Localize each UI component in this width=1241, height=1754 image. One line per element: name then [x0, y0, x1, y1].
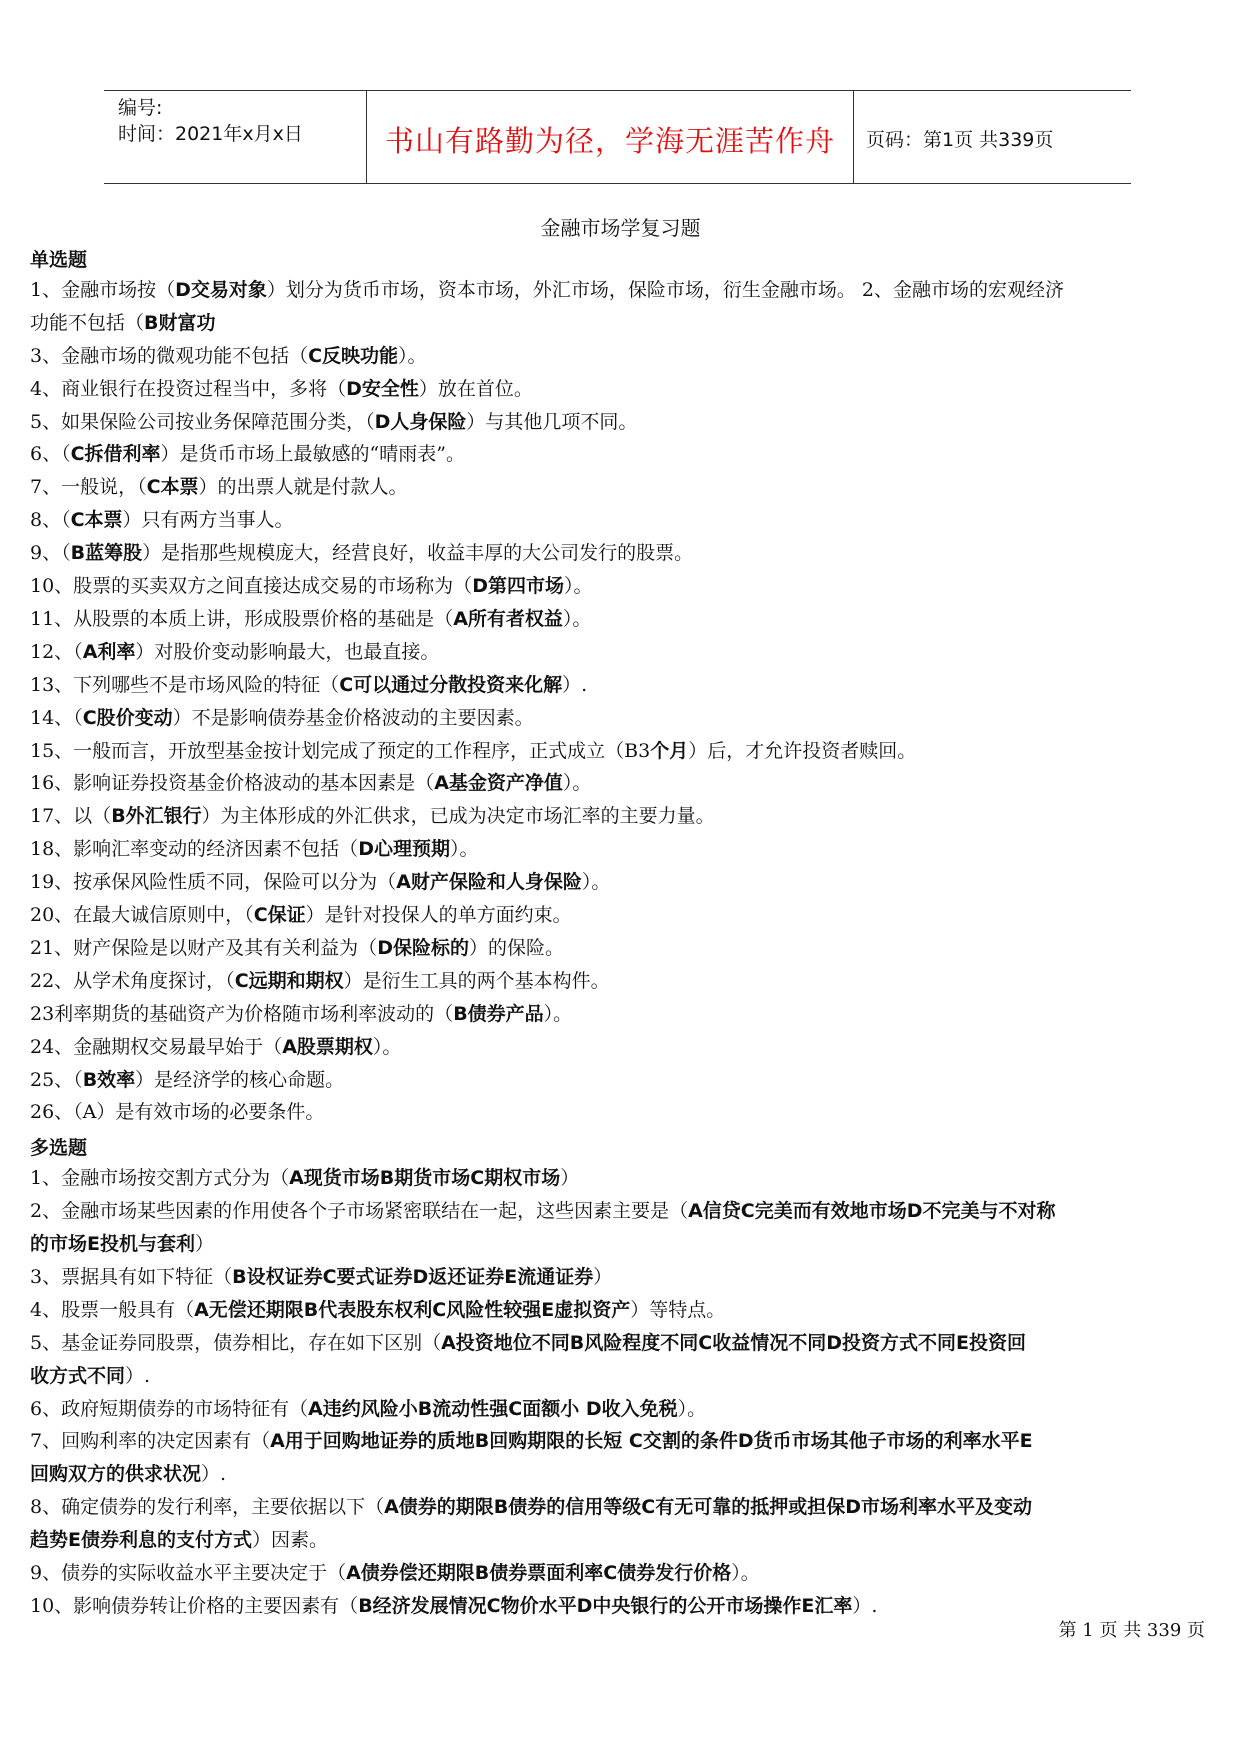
answer-text: D人身保险	[374, 410, 467, 433]
question-text-tail: ）。	[449, 838, 479, 861]
question-text: 4、股票一般具有（	[30, 1298, 195, 1321]
question-line	[30, 438, 1212, 471]
question-text-tail: ）	[560, 1167, 580, 1190]
motto: 书山有路勤为径，学海无涯苦作舟	[384, 124, 835, 158]
question-text-tail: ）划分为货币市场，资本市场，外汇市场，保险市场，衍生金融市场。 2、金融市场的宏观经济	[266, 278, 1065, 301]
answer-text: A投资地位不同B风险程度不同C收益情况不同D投资方式不同E投资回	[441, 1331, 1026, 1354]
question-line	[30, 669, 1212, 702]
question-line	[30, 1458, 1212, 1491]
question-text: 11、从股票的本质上讲，形成股票价格的基础是（	[30, 607, 454, 630]
question-text: 24、金融期权交易最早始于（	[30, 1035, 283, 1058]
answer-text: D心理预期	[358, 838, 450, 861]
answer-text: D第四市场	[472, 575, 564, 597]
question-text-tail: ）。	[731, 1562, 760, 1584]
question-text: 16、影响证券投资基金价格波动的基本因素是（	[30, 772, 435, 795]
question-text: 5、基金证券同股票，债券相比，存在如下区别（	[30, 1331, 442, 1354]
question-line	[30, 1228, 1212, 1261]
question-text: 6、（	[30, 443, 71, 466]
question-text: 9、（	[30, 542, 71, 565]
question-line	[30, 1524, 1212, 1557]
question-text: 7、回购利率的决定因素有（	[30, 1430, 271, 1453]
question-text: 26、（A）是有效市场的必要条件。	[30, 1101, 325, 1124]
answer-text: B效率	[82, 1068, 136, 1091]
question-text-tail: ）只有两方当事人。	[122, 509, 294, 532]
question-text: 7、一般说，（	[30, 476, 147, 499]
question-text: 1、金融市场按（	[30, 278, 176, 301]
question-line	[30, 1195, 1212, 1228]
question-line	[30, 998, 1212, 1031]
question-text: 功能不包括（	[30, 311, 145, 334]
answer-text: C反映功能	[308, 344, 399, 367]
answer-text: B蓝筹股	[70, 542, 143, 565]
question-text-tail: ）。	[543, 1002, 573, 1025]
section-heading: 单选题	[30, 249, 88, 271]
answer-text: C可以通过分散投资来化解	[339, 673, 563, 696]
question-text-tail: ）.	[125, 1364, 151, 1387]
question-text: 17、以（	[30, 805, 112, 828]
header-table	[104, 90, 1131, 184]
question-text-tail: ）是经济学的核心命题。	[135, 1068, 345, 1091]
question-text-tail: ）.	[201, 1463, 227, 1486]
answer-text: A债券偿还期限B债券票面利率C债券发行价格	[346, 1562, 732, 1584]
answer-text: 个月	[650, 739, 689, 762]
question-line	[30, 504, 1212, 537]
question-text-tail: ）放在首位。	[418, 377, 533, 400]
header-meta-cell	[104, 91, 367, 183]
question-line	[30, 406, 1212, 439]
question-text: 23利率期货的基础资产为价格随市场利率波动的（	[30, 1002, 454, 1025]
question-text-tail: ）是指那些规模庞大，经营良好，收益丰厚的大公司发行的股票。	[142, 542, 694, 565]
question-line	[30, 1425, 1212, 1458]
document-number-label: 编号:	[118, 97, 163, 119]
answer-text: D安全性	[346, 377, 419, 400]
question-line	[30, 603, 1212, 636]
page-footer: 第 1 页 共 339 页	[1058, 1620, 1205, 1641]
question-text: 8、确定债券的发行利率，主要依据以下（	[30, 1496, 385, 1519]
question-text: 14、（	[30, 706, 83, 729]
question-text-tail: ）后，才允许投资者赎回。	[688, 739, 917, 762]
question-line	[30, 537, 1212, 570]
question-line	[30, 1590, 1212, 1623]
question-line	[30, 767, 1212, 800]
question-line	[30, 307, 1212, 340]
answer-text: A债券的期限B债券的信用等级C有无可靠的抵押或担保D市场利率水平及变动	[384, 1496, 1032, 1519]
answer-text: B财富功	[144, 311, 216, 334]
question-line	[30, 1261, 1212, 1294]
question-text-tail: ）是衍生工具的两个基本构件。	[343, 969, 610, 992]
answer-text: C本票	[70, 509, 123, 532]
answer-text: A现货市场B期货市场C期权市场	[289, 1167, 561, 1190]
question-text-tail: ）。	[677, 1397, 707, 1420]
question-line	[30, 866, 1212, 899]
question-line	[30, 570, 1212, 603]
answer-text: D保险标的	[377, 936, 469, 959]
answer-text: A用于回购地证券的质地B回购期限的长短 C交割的条件D货币市场其他子市场的利率水平E	[270, 1430, 1033, 1453]
question-text: 3、金融市场的微观功能不包括（	[30, 344, 309, 367]
question-text: 22、从学术角度探讨，（	[30, 969, 235, 992]
section-heading: 多选题	[30, 1137, 88, 1160]
question-text-tail: ）.	[852, 1594, 878, 1617]
question-text-tail: ）	[593, 1265, 613, 1288]
question-line	[30, 833, 1212, 866]
answer-text: 的市场E投机与套利	[30, 1233, 195, 1255]
question-line	[30, 932, 1212, 965]
question-text: 15、一般而言，开放型基金按计划完成了预定的工作程序，正式成立（B3	[30, 739, 651, 762]
question-line	[30, 373, 1212, 406]
question-line	[30, 1327, 1212, 1360]
answer-text: 趋势E债券利息的支付方式	[30, 1529, 252, 1552]
question-text: 9、债券的实际收益水平主要决定于（	[30, 1562, 347, 1584]
question-text-tail: ）对股价变动影响最大，也最直接。	[135, 640, 440, 663]
question-line	[30, 702, 1212, 735]
answer-text: A股票期权	[282, 1035, 373, 1058]
question-text-tail: ）.	[562, 673, 588, 696]
question-text-tail: ）的出票人就是付款人。	[198, 476, 408, 499]
answer-text: 收方式不同	[30, 1364, 126, 1387]
document-time-label: 时间：2021年x月x日	[118, 123, 303, 145]
question-line	[30, 1096, 1212, 1129]
question-text-tail: ）与其他几项不同。	[466, 410, 638, 433]
answer-text: B外汇银行	[111, 805, 202, 828]
answer-text: B设权证券C要式证券D返还证券E流通证券	[232, 1265, 594, 1288]
question-text: 2、金融市场某些因素的作用使各个子市场紧密联结在一起，这些因素主要是（	[30, 1200, 689, 1223]
question-text: 1、金融市场按交割方式分为（	[30, 1167, 290, 1190]
question-line	[30, 800, 1212, 833]
question-text-tail: ）。	[562, 772, 592, 795]
answer-text: D交易对象	[175, 278, 267, 301]
answer-text: C本票	[146, 476, 199, 499]
question-text: 18、影响汇率变动的经济因素不包括（	[30, 838, 359, 861]
question-text-tail: ）。	[372, 1035, 402, 1058]
header-page-info: 页码：第1页 共339页	[866, 129, 1054, 151]
header-page-cell	[854, 91, 1131, 183]
document-title: 金融市场学复习题	[540, 216, 701, 240]
question-line	[30, 636, 1212, 669]
question-text: 8、（	[30, 509, 71, 532]
question-text: 19、按承保风险性质不同，保险可以分为（	[30, 871, 397, 894]
question-line	[30, 1162, 1212, 1195]
answer-text: C股价变动	[82, 706, 173, 729]
answer-text: C保证	[253, 904, 306, 926]
question-text-tail: ）。	[581, 871, 611, 894]
question-line	[30, 735, 1212, 768]
answer-text: 回购双方的供求状况	[30, 1463, 202, 1486]
question-text-tail: ）	[194, 1233, 214, 1255]
question-text-tail: ）。	[563, 575, 593, 597]
question-line	[30, 471, 1212, 504]
question-text: 10、影响债券转让价格的主要因素有（	[30, 1594, 359, 1617]
answer-text: A财产保险和人身保险	[396, 871, 582, 894]
answer-text: C远期和期权	[234, 969, 344, 992]
question-text-tail: ）因素。	[251, 1529, 328, 1552]
question-text: 20、在最大诚信原则中，（	[30, 904, 254, 926]
answer-text: A违约风险小B流动性强C面额小 D收入免税	[308, 1397, 678, 1420]
question-text: 5、如果保险公司按业务保障范围分类，（	[30, 410, 375, 433]
answer-text: A所有者权益	[453, 607, 563, 630]
question-text-tail: ）为主体形成的外汇供求，已成为决定市场汇率的主要力量。	[201, 805, 715, 828]
question-text-tail: ）不是影响债券基金价格波动的主要因素。	[172, 706, 534, 729]
question-text: 25、（	[30, 1068, 83, 1091]
question-text: 13、下列哪些不是市场风险的特征（	[30, 673, 340, 696]
question-text-tail: ）。	[562, 607, 592, 630]
question-text: 6、政府短期债券的市场特征有（	[30, 1397, 309, 1420]
answer-text: A信贷C完美而有效地市场D不完美与不对称	[688, 1200, 1056, 1223]
question-text-tail: ）的保险。	[468, 936, 564, 959]
answer-text: B债券产品	[453, 1002, 544, 1025]
header-motto-cell	[367, 91, 854, 183]
question-line	[30, 1491, 1212, 1524]
answer-text: B经济发展情况C物价水平D中央银行的公开市场操作E汇率	[358, 1594, 853, 1617]
question-line	[30, 274, 1212, 307]
question-line	[30, 965, 1212, 998]
question-line	[30, 899, 1212, 932]
question-text-tail: ）。	[398, 344, 427, 367]
question-line	[30, 1393, 1212, 1426]
question-line	[30, 1294, 1212, 1327]
question-line	[30, 1031, 1212, 1064]
answer-text: C拆借利率	[70, 443, 161, 466]
question-line	[30, 1064, 1212, 1097]
question-text-tail: ）是针对投保人的单方面约束。	[305, 904, 572, 926]
question-text: 10、股票的买卖双方之间直接达成交易的市场称为（	[30, 575, 473, 597]
question-text-tail: ）是货币市场上最敏感的“晴雨表”。	[160, 443, 465, 466]
question-text: 12、（	[30, 640, 83, 663]
question-text-tail: ）等特点。	[630, 1298, 726, 1321]
answer-text: A基金资产净值	[434, 772, 563, 795]
question-text: 3、票据具有如下特征（	[30, 1265, 233, 1288]
question-text: 4、商业银行在投资过程当中，多将（	[30, 377, 347, 400]
question-line	[30, 340, 1212, 373]
question-text: 21、财产保险是以财产及其有关利益为（	[30, 936, 378, 959]
question-line	[30, 1360, 1212, 1393]
question-line	[30, 1557, 1212, 1590]
answer-text: A无偿还期限B代表股东权利C风险性较强E虚拟资产	[194, 1298, 631, 1321]
answer-text: A利率	[82, 640, 136, 663]
